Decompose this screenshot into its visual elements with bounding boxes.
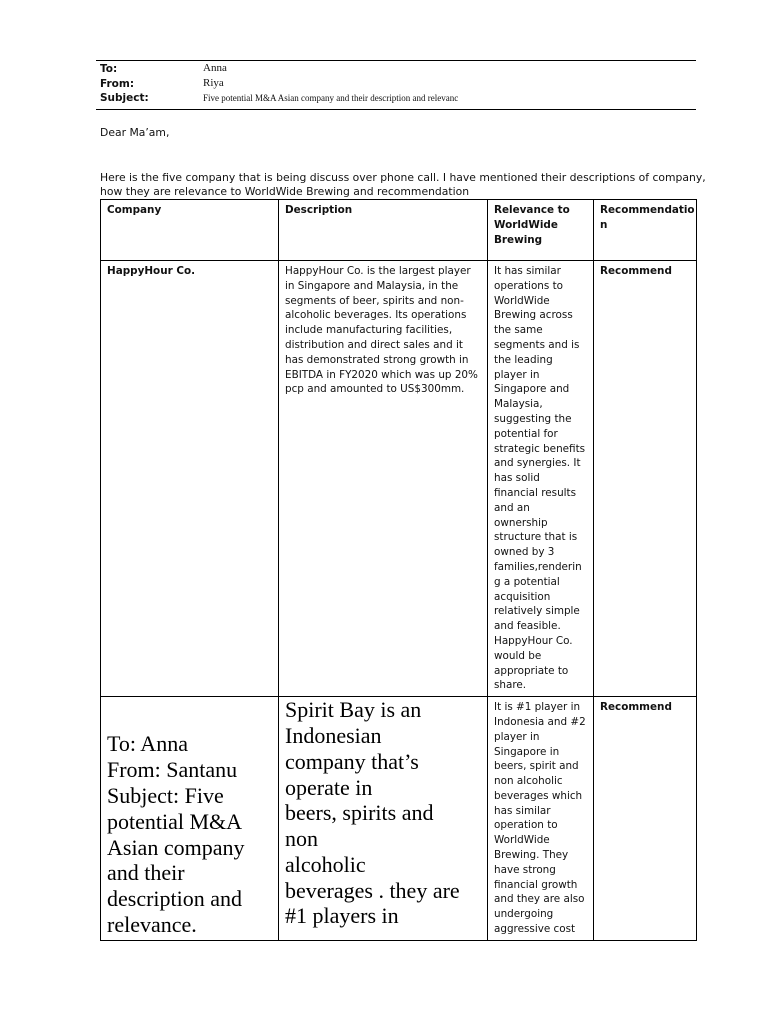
relevance-line: has similar	[494, 804, 551, 817]
description-line: in Singapore and Malaysia, in the	[285, 279, 459, 292]
table-row	[101, 697, 697, 941]
description-line: distribution and direct sales and it	[285, 338, 463, 351]
relevance-line: non alcoholic	[494, 775, 563, 788]
description-line: beers, spirits and	[285, 800, 434, 826]
row1-relevance	[488, 261, 594, 697]
subject-value: Five potential M&A Asian company and their description and relevanc	[203, 93, 459, 103]
relevance-line: operation to	[494, 819, 558, 832]
description-line: operate in	[285, 774, 373, 800]
relevance-line: financial growth	[494, 878, 578, 891]
description-line: EBITDA in FY2020 which was up 20%	[285, 368, 478, 381]
relevance-line: owned by 3	[494, 546, 555, 559]
relevance-line: structure that is	[494, 531, 578, 544]
company-line: Subject: Five	[107, 783, 224, 809]
description-line: #1 players in	[285, 903, 399, 929]
relevance-line: HappyHour Co.	[494, 634, 573, 647]
header-relevance-line: WorldWide	[494, 218, 558, 231]
relevance-line: WorldWide	[494, 294, 550, 307]
header-recommendation-line: n	[600, 218, 608, 231]
description-line: HappyHour Co. is the largest player	[285, 265, 471, 277]
relevance-line: It is #1 player in	[494, 701, 581, 714]
relevance-line: player in	[494, 730, 540, 743]
description-line: Spirit Bay is an	[285, 697, 422, 723]
relevance-line: WorldWide	[494, 834, 550, 847]
header-relevance	[488, 200, 594, 261]
description-line: include manufacturing facilities,	[285, 324, 453, 337]
to-label: To:	[100, 63, 118, 75]
to-value: Anna	[203, 62, 227, 74]
row1-company: HappyHour Co.	[101, 261, 279, 697]
header-relevance-line: Brewing	[494, 233, 543, 246]
company-line: Asian company	[107, 834, 245, 860]
company-table	[100, 199, 697, 941]
header-divider	[203, 60, 696, 61]
header-company: Company	[101, 200, 279, 261]
relevance-line: Malaysia,	[494, 398, 543, 411]
intro-line-1: Here is the five company that is being discuss over phone call. I have mentioned their descriptions of company,	[100, 171, 706, 184]
description-line: pcp and amounted to US$300mm.	[285, 383, 465, 396]
description-line: has demonstrated strong growth in	[285, 353, 469, 366]
relevance-line: suggesting the	[494, 412, 572, 425]
relevance-line: appropriate to	[494, 664, 569, 677]
relevance-line: beers, spirit and	[494, 760, 579, 773]
relevance-line: ownership	[494, 516, 548, 529]
company-line: To: Anna	[107, 731, 188, 757]
relevance-line: player in	[494, 368, 540, 381]
relevance-line: families,renderin	[494, 560, 582, 573]
row1-description	[279, 261, 488, 697]
relevance-line: Brewing. They	[494, 849, 569, 862]
relevance-line: and they are also	[494, 893, 585, 906]
company-line: relevance.	[107, 912, 197, 938]
relevance-line: have strong	[494, 863, 556, 876]
relevance-line: operations to	[494, 279, 564, 292]
table-header-row	[101, 200, 697, 261]
intro-line-2: how they are relevance to WorldWide Brewing and recommendation	[100, 185, 470, 198]
relevance-line: share.	[494, 679, 527, 692]
relevance-line: relatively simple	[494, 605, 580, 618]
greeting: Dear Ma’am,	[100, 126, 170, 139]
description-line: alcoholic	[285, 851, 366, 877]
relevance-line: Singapore in	[494, 745, 560, 758]
company-line: and their	[107, 860, 185, 886]
row2-company	[101, 697, 279, 941]
relevance-line: It has similar	[494, 265, 561, 277]
from-value: Riya	[203, 77, 224, 89]
relevance-line: strategic benefits	[494, 442, 586, 455]
description-line: company that’s	[285, 748, 419, 774]
relevance-line: beverages which	[494, 789, 583, 802]
relevance-line: Indonesia and #2	[494, 715, 586, 728]
row1-recommendation: Recommend	[594, 261, 697, 697]
relevance-line: segments and is	[494, 338, 580, 351]
header-recommendation-line: Recommendatio	[600, 204, 695, 216]
description-line: Indonesian	[285, 722, 382, 748]
relevance-line: undergoing	[494, 908, 554, 921]
company-line: description and	[107, 886, 243, 912]
description-line: beverages . they are	[285, 877, 460, 903]
from-label: From:	[100, 78, 135, 90]
header-description: Description	[279, 200, 488, 261]
header-recommendation	[594, 200, 697, 261]
relevance-line: and an	[494, 501, 530, 514]
company-line: From: Santanu	[107, 757, 238, 783]
description-line: segments of beer, spirits and non-	[285, 294, 464, 307]
relevance-line: and synergies. It	[494, 457, 581, 470]
relevance-line: g a potential	[494, 575, 560, 588]
memo-header	[96, 60, 696, 110]
relevance-line: Singapore and	[494, 383, 570, 396]
relevance-line: potential for	[494, 427, 558, 440]
table-row	[101, 261, 697, 697]
header-relevance-line: Relevance to	[494, 204, 570, 216]
company-line: potential M&A	[107, 808, 243, 834]
subject-label: Subject:	[100, 92, 149, 104]
header-divider	[96, 109, 696, 110]
relevance-line: would be	[494, 649, 542, 662]
header-divider	[96, 60, 203, 61]
relevance-line: acquisition	[494, 590, 551, 603]
relevance-line: financial results	[494, 486, 577, 499]
row2-relevance	[488, 697, 594, 941]
relevance-line: and feasible.	[494, 620, 561, 633]
relevance-line: aggressive cost	[494, 923, 576, 936]
relevance-line: the same	[494, 324, 543, 337]
relevance-line: Brewing across	[494, 309, 573, 322]
description-line: alcoholic beverages. Its operations	[285, 309, 467, 322]
description-line: non	[285, 826, 318, 852]
row2-description	[279, 697, 488, 941]
relevance-line: has solid	[494, 472, 540, 485]
relevance-line: the leading	[494, 353, 553, 366]
row2-recommendation: Recommend	[594, 697, 697, 941]
